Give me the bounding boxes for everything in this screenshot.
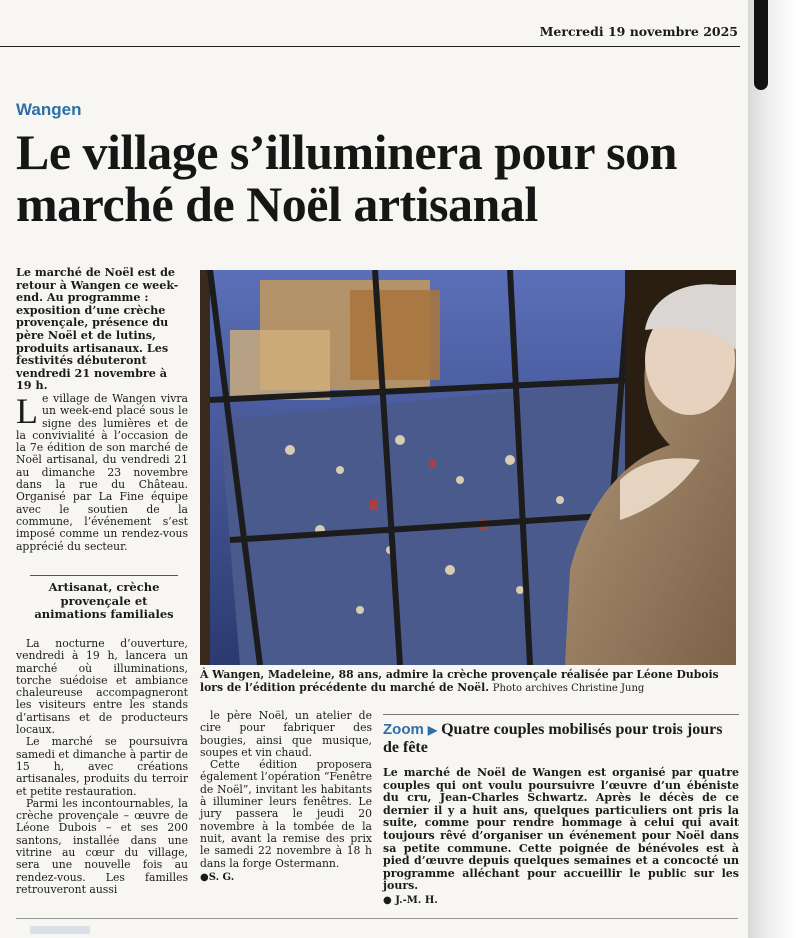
zoom-tag: Zoom bbox=[383, 721, 424, 738]
paragraph: Cette édition proposera également l’opération “Fenêtre de Noël”, invitant les habitants à illuminer leurs fenêtres. Le jury passera le jeudi 20 novembre à la tombée de la nuit, avant la remise des prix le samedi 22 novembre à 18 h dans la forge Ostermann. bbox=[200, 758, 372, 870]
paragraph: La nocturne d’ouverture, vendredi à 19 h, lancera un marché où illuminations, torche suédoise et ambiance chaleureuse accompagneront les visiteurs entre les stands d’artisans et de producteurs locaux. bbox=[16, 637, 188, 737]
author-signature: ●S. G. bbox=[200, 871, 235, 883]
intro-text: e village de Wangen vivra un week-end placé sous le signe des lumières et de la convivialité à l’occasion de la 7e édition de son marché de Noël artisanal, du vendredi 21 au dimanche 23 novembre dans la rue du Château. Organisé par La Fine équipe avec le soutien de la commune, l’événement s’est imposé comme un rendez-vous apprécié du secteur. bbox=[16, 392, 188, 553]
zoom-box bbox=[383, 714, 739, 906]
nativity-scene-image bbox=[200, 270, 736, 665]
zoom-text: Le marché de Noël de Wangen est organisé par quatre couples qui ont voulu poursuivre l’œuvre d’un ébéniste du cru, Jean-Charles Schwartz. Après le décès de ce dernier il y a huit ans, quelques particuliers ont pris la suite, comme pour rendre hommage à celui qui avait toujours rêvé d’organiser un événement pour Noël dans sa petite commune. Cette poignée de bénévoles est à pied d’œuvre depuis quelques semaines et a concocté un programme alléchant pour accueillir le public sur les jours. bbox=[383, 766, 739, 893]
article-body-column-1 bbox=[16, 638, 188, 896]
paragraph: Parmi les incontournables, la crèche provençale – œuvre de Léone Dubois – et ses 200 santons, installée dans une vitrine au cœur du village, sera une nouvelle fois au rendez-vous. Les familles retrouveront aussi bbox=[16, 796, 188, 896]
paragraph: Le marché se poursuivra samedi et dimanche à partir de 15 h, avec créations artisanales, produits du terroir et petite restauration. bbox=[16, 735, 188, 798]
zoom-title-text: Quatre couples mobilisés pour trois jours de fête bbox=[383, 721, 723, 756]
page-header bbox=[0, 16, 740, 47]
screen-edge bbox=[748, 0, 797, 938]
article-headline: Le village s’illuminera pour son marché de Noël artisanal bbox=[16, 124, 677, 232]
caption-text: À Wangen, Madeleine, 88 ans, admire la crèche provençale réalisée par Léone Dubois lors de l’édition précédente du marché de Noël. bbox=[200, 668, 719, 694]
article-body-column-2 bbox=[200, 710, 372, 884]
article-rubric: Wangen bbox=[16, 100, 82, 119]
article-lead: Le marché de Noël est de retour à Wangen ce week-end. Au programme : exposition d’une crèche provençale, présence du père Noël et de lutins, produits artisanaux. Les festivités débuteront vendredi 21 novembre à 19 h. bbox=[16, 265, 179, 393]
zoom-signature: ● J.-M. H. bbox=[383, 894, 438, 906]
paragraph: le père Noël, un atelier de cire pour fabriquer des bougies, ainsi que musique, soupes et vin chaud. bbox=[200, 709, 372, 759]
page-divider bbox=[16, 918, 738, 919]
photo-caption bbox=[200, 669, 740, 695]
article-subhead: Artisanat, crèche provençale et animations familiales bbox=[30, 575, 178, 622]
zoom-title bbox=[383, 721, 739, 757]
article-photo bbox=[200, 270, 736, 665]
issue-date: Mercredi 19 novembre 2025 bbox=[539, 24, 738, 39]
article-intro bbox=[16, 393, 188, 553]
play-arrow-icon: ▶ bbox=[427, 723, 438, 737]
photo-credit: Photo archives Christine Jung bbox=[492, 682, 645, 694]
next-article-fragment bbox=[30, 926, 90, 934]
drop-cap: L bbox=[16, 391, 38, 431]
